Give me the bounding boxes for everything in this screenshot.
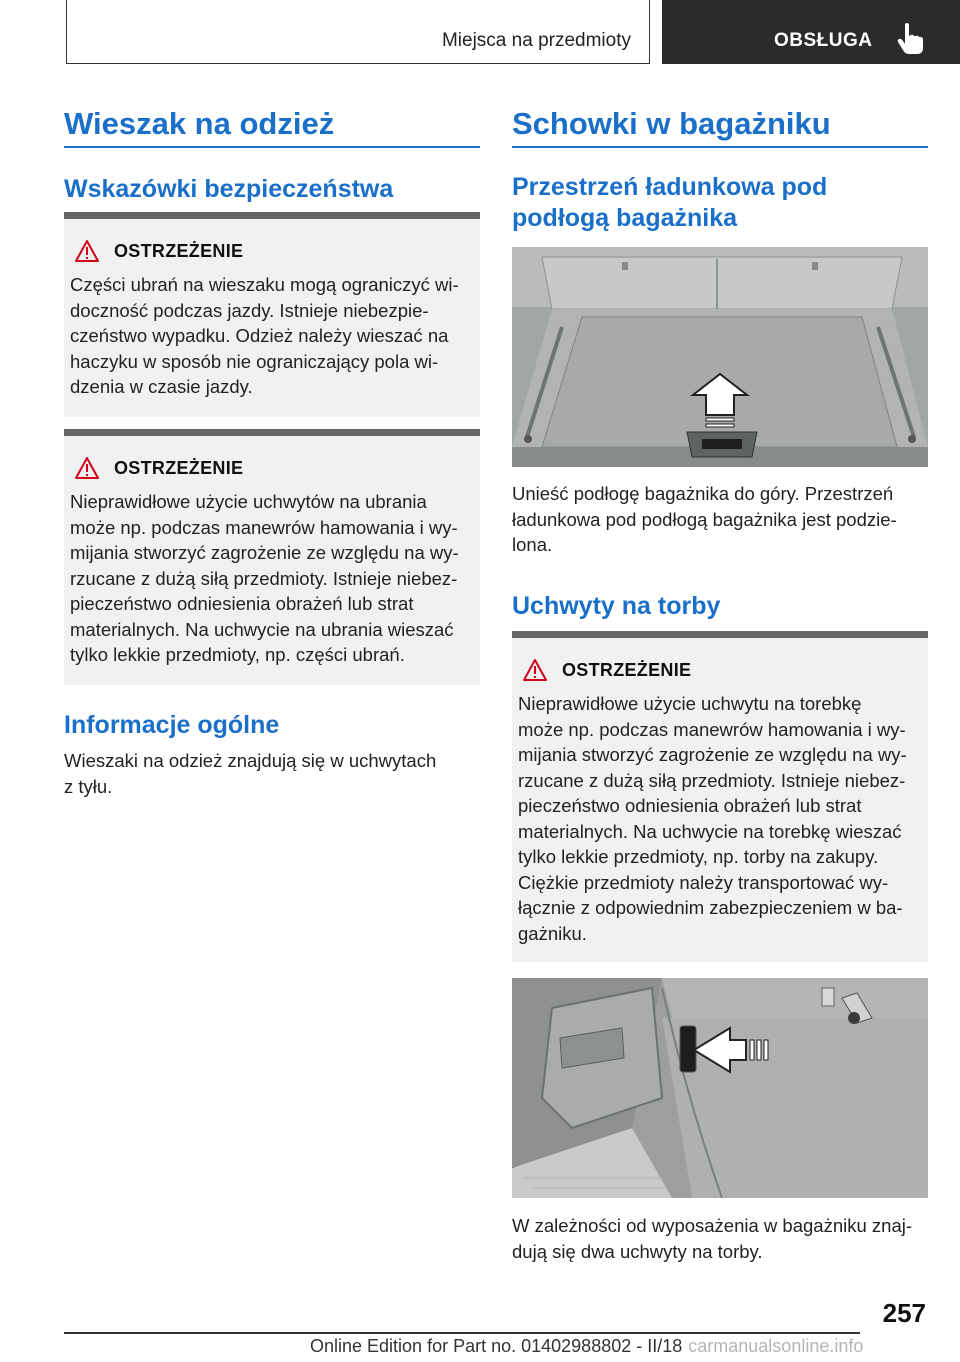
trunk-floor-photo	[512, 247, 928, 467]
text-line: mijania stworzyć zagrożenie ze względu na wy-	[518, 744, 907, 765]
text-line: łącznie z odpowiednim zabezpieczeniem w ba-	[518, 897, 903, 918]
text-line: materialnych. Na uchwycie na torebkę wieszać	[518, 820, 902, 842]
text-line: może np. podczas manewrów hamowania i wy-	[70, 516, 458, 538]
text-line: Unieść podłogę bagażnika do góry. Przestrzeń	[512, 483, 894, 504]
footer-rule	[64, 1332, 860, 1334]
text-line: haczyku w sposób nie ograniczający pola wi-	[70, 350, 439, 372]
edition-text: Online Edition for Part no. 01402988802 - II/18	[310, 1336, 683, 1356]
cargo-paragraph	[512, 481, 897, 558]
warning-label: OSTRZEŻENIE	[114, 457, 244, 478]
text-line: materialnych. Na uchwycie na ubrania wieszać	[70, 618, 454, 640]
title-rule-right	[512, 146, 928, 148]
cargo-heading	[512, 172, 827, 234]
warning-triangle-icon	[74, 456, 100, 480]
text-line: dzenia w czasie jazdy.	[70, 376, 253, 397]
text-line: pieczeństwo odniesienia obrażeń lub strat	[70, 593, 414, 614]
warning-box-3	[512, 631, 928, 962]
text-line: W zależności od wyposażenia w bagażniku znaj-	[512, 1215, 913, 1236]
text-line: Wieszaki na odzież znajdują się w uchwytach	[64, 750, 437, 771]
general-paragraph	[64, 748, 436, 799]
text-line: Nieprawidłowe użycie uchwytu na torebkę	[518, 693, 862, 714]
warning-text-1	[70, 272, 472, 400]
trunk-floor-illustration	[512, 247, 928, 467]
text-line: może np. podczas manewrów hamowania i wy-	[518, 718, 906, 740]
warning-triangle-icon	[522, 658, 548, 682]
page-title-right: Schowki w bagażniku	[512, 106, 831, 141]
warning-text-3	[518, 691, 920, 946]
title-rule-left	[64, 146, 480, 148]
warning-label: OSTRZEŻENIE	[562, 659, 692, 680]
warning-box-2	[64, 429, 480, 685]
chapter-title: OBSŁUGA	[774, 30, 873, 51]
general-heading: Informacje ogólne	[64, 711, 280, 739]
text-line: rzucane z dużą siłą przedmioty. Istnieje niebez-	[70, 567, 458, 589]
warning-label: OSTRZEŻENIE	[114, 240, 244, 261]
hand-pointer-icon	[896, 22, 924, 56]
heading-line: Przestrzeń ładunkowa pod	[512, 173, 828, 201]
page-number: 257	[882, 1298, 926, 1328]
text-line: Nieprawidłowe użycie uchwytów na ubrania	[70, 491, 427, 512]
chapter-tab	[662, 0, 960, 64]
page-title-left: Wieszak na odzież	[64, 106, 335, 141]
text-line: pieczeństwo odniesienia obrażeń lub strat	[518, 795, 862, 816]
text-line: tylko lekkie przedmioty, np. torby na zakupy.	[518, 846, 879, 867]
watermark: carmanualsonline.info	[688, 1336, 864, 1356]
warning-box-1	[64, 212, 480, 417]
text-line: rzucane z dużą siłą przedmioty. Istnieje niebez-	[518, 769, 906, 791]
text-line: gażniku.	[518, 922, 587, 944]
footer-edition	[310, 1336, 863, 1357]
section-tab	[66, 0, 650, 64]
text-line: ładunkowa pod podłogą bagażnika jest podzie-	[512, 508, 897, 530]
text-line: dują się dwa uchwyty na torby.	[512, 1240, 763, 1262]
safety-heading: Wskazówki bezpieczeństwa	[64, 175, 394, 203]
warning-triangle-icon	[74, 239, 100, 263]
text-line: tylko lekkie przedmioty, np. części ubrań.	[70, 644, 405, 665]
bag-holder-photo	[512, 978, 928, 1198]
heading-line: podłogą bagażnika	[512, 204, 738, 232]
text-line: czeństwo wypadku. Odzież należy wieszać na	[70, 325, 449, 346]
bag-holder-paragraph	[512, 1213, 912, 1264]
bag-holder-heading: Uchwyty na torby	[512, 592, 721, 620]
section-title: Miejsca na przedmioty	[441, 30, 631, 51]
text-line: mijania stworzyć zagrożenie ze względu na wy-	[70, 542, 459, 563]
warning-text-2	[70, 489, 472, 668]
text-line: Części ubrań na wieszaku mogą ograniczyć wi-	[70, 274, 459, 295]
text-line: lona.	[512, 534, 553, 555]
text-line: doczność podczas jazdy. Istnieje niebezpie-	[70, 299, 429, 321]
bag-holder-illustration	[512, 978, 928, 1198]
text-line: Ciężkie przedmioty należy transportować wy-	[518, 871, 889, 893]
text-line: z tyłu.	[64, 775, 113, 797]
